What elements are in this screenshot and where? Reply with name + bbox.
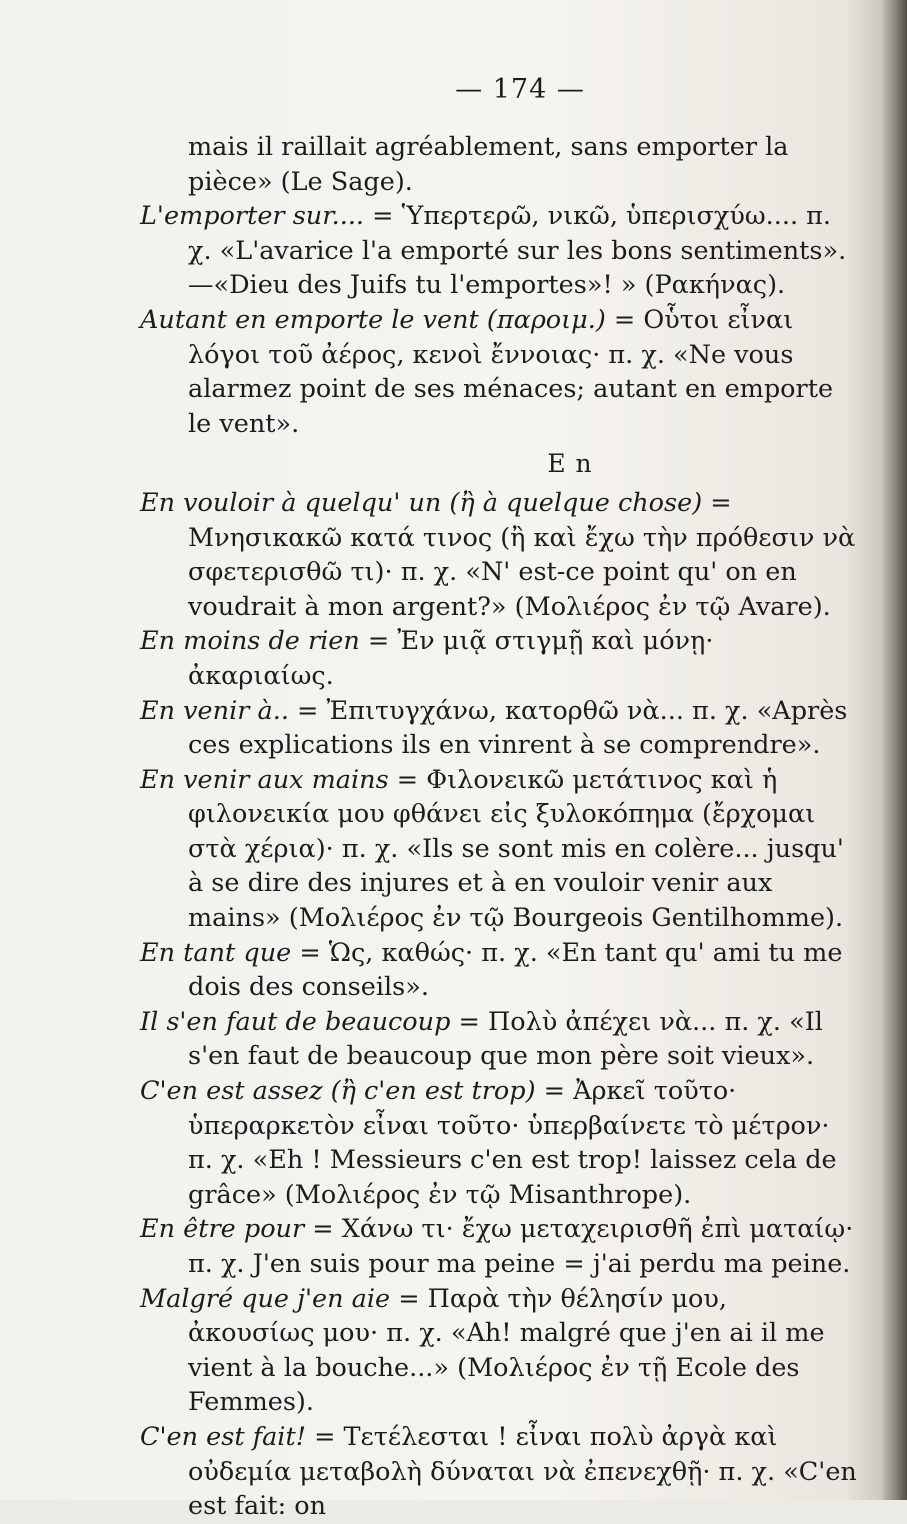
entry-headword: En venir à..	[140, 695, 289, 726]
entry-headword: En être pour	[140, 1214, 305, 1245]
dictionary-body	[140, 130, 860, 1524]
section-title: E n	[547, 449, 593, 479]
entry-text: = Μνησικακῶ κατά τινος (ἢ καὶ ἔχω τὴν πρόθεσιν νὰ σφετερισθῶ τι)· π. χ. «N' est-ce point qu' on en voudrait à mon argent?» (Μολιέρος ἐν τῷ Avare).	[188, 487, 856, 622]
entry-text: = Φιλονεικῶ μετάτινος καὶ ἡ φιλονεικία μου φθάνει εἰς ξυλοκόπημα (ἔρχομαι στὰ χέρια)· π. χ. «Ils se sont mis en colère... jusqu' à se dire des injures et à en vouloir venir aux mains» (Μολιέρος ἐν τῷ Bourgeois Gentilhomme).	[188, 764, 844, 934]
entry-cen-est-assez	[140, 1074, 860, 1212]
entry-headword: En tant que	[140, 937, 292, 968]
entry-en-vouloir	[140, 486, 860, 624]
entry-text: = Ἐπιτυγχάνω, κατορθῶ νὰ... π. χ. «Après ces explications ils en vinrent à se comprendre».	[188, 695, 848, 761]
entry-en-etre-pour	[140, 1212, 860, 1281]
entry-text: mais il raillait agréablement, sans emporter la pièce» (Le Sage).	[188, 132, 789, 197]
entry-headword: En vouloir à quelqu' un (ἢ à quelque chose)	[140, 487, 703, 518]
entry-text: = Οὗτοι εἶναι λόγοι τοῦ ἀέρος, κενοὶ ἔννοιας· π. χ. «Ne vous alarmez point de ses ménaces; autant en emporte le vent».	[188, 304, 834, 439]
entry-autant-en-emporte	[140, 303, 860, 441]
entry-cen-est-fait	[140, 1420, 860, 1524]
entry-text: = Ὡς, καθώς· π. χ. «En tant qu' ami tu me dois des conseils».	[188, 937, 843, 1003]
entry-text: = Παρὰ τὴν θέλησίν μου, ἀκουσίως μου· π. χ. «Ah! malgré que j'en ai il me vient à la bouche...» (Μολιέρος ἐν τῇ Ecole des Femmes).	[188, 1283, 825, 1418]
entry-text: = Χάνω τι· ἔχω μεταχειρισθῆ ἐπὶ ματαίῳ· π. χ. J'en suis pour ma peine = j'ai perdu ma peine.	[188, 1214, 854, 1279]
entry-il-sen-faut	[140, 1005, 860, 1074]
entry-headword: C'en est fait!	[140, 1421, 306, 1452]
entry-continuation	[140, 130, 860, 199]
entry-text: = Τετέλεσται ! εἶναι πολὺ ἀργὰ καὶ οὐδεμία μεταβολὴ δύναται νὰ ἐπενεχθῇ· π. χ. «C'en est fait: on	[188, 1421, 857, 1522]
entry-text: = Ὑπερτερῶ, νικῶ, ὑπερισχύω.... π. χ. «L'avarice l'a emporté sur les bons sentiments».—«Dieu des Juifs tu l'emportes»! » (Ρακήνας).	[188, 201, 847, 301]
entry-en-tant-que	[140, 936, 860, 1005]
entry-text: = Ἀρκεῖ τοῦτο· ὑπεραρκετὸν εἶναι τοῦτο· ὑπερβαίνετε τὸ μέτρον· π. χ. «Eh ! Messieurs c'en est trop! laissez cela de grâce» (Μολιέρος ἐν τῷ Misanthrope).	[188, 1076, 837, 1210]
page-edge-shadow	[881, 0, 907, 1500]
entry-headword: Il s'en faut de beaucoup	[140, 1006, 451, 1037]
entry-en-venir-a	[140, 694, 860, 763]
entry-headword: Autant en emporte le vent (παροιμ.)	[140, 304, 606, 335]
entry-headword: En moins de rien	[140, 626, 360, 657]
entry-headword: C'en est assez (ἢ c'en est trop)	[140, 1076, 536, 1107]
entry-malgre-que	[140, 1282, 860, 1420]
entry-headword: En venir aux mains	[140, 764, 389, 795]
entry-emporter-sur	[140, 199, 860, 303]
entry-en-venir-aux-mains	[140, 763, 860, 936]
entry-text: = Πολὺ ἀπέχει νὰ... π. χ. «Il s'en faut de beaucoup que mon père soit vieux».	[188, 1006, 823, 1072]
entry-headword: Malgré que j'en aie	[140, 1283, 391, 1314]
entry-headword: L'emporter sur....	[140, 201, 365, 232]
page-number: — 174 —	[455, 74, 585, 105]
entry-en-moins-de-rien	[140, 624, 860, 693]
entry-text: = Ἐν μιᾷ στιγμῇ καὶ μόνῃ· ἀκαριαίως.	[188, 626, 714, 691]
